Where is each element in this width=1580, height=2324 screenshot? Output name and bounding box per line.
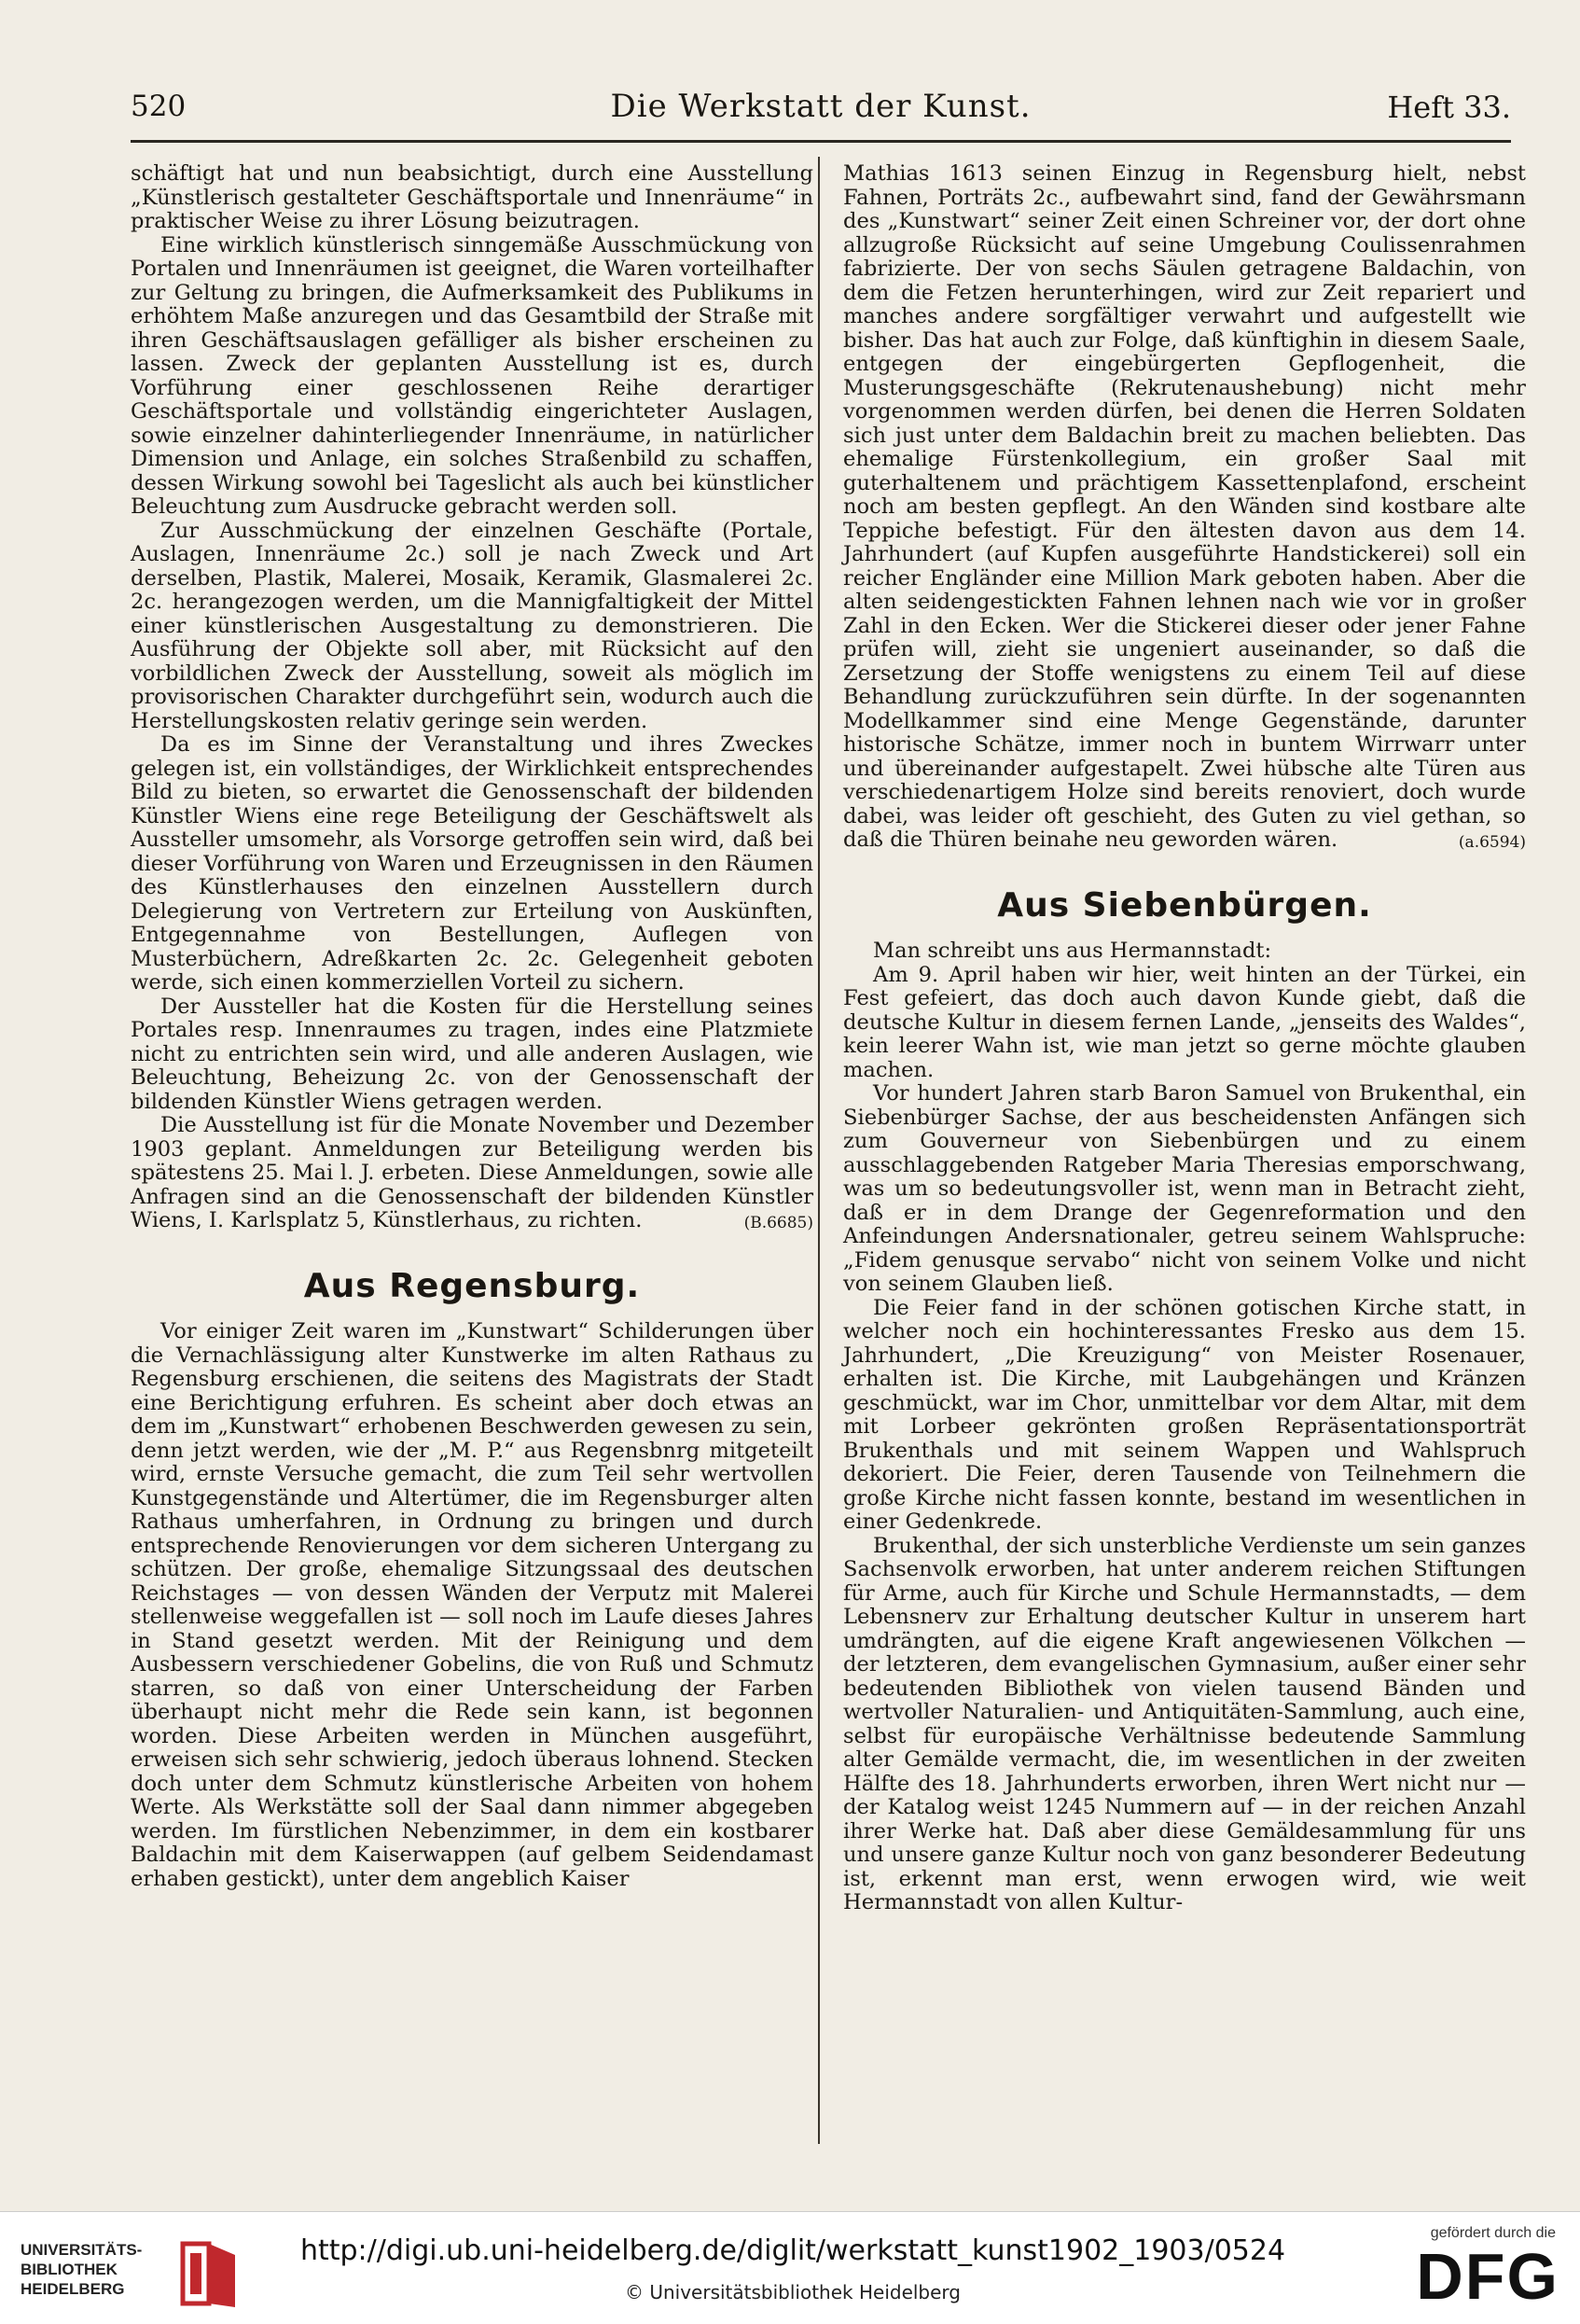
ub-emblem-icon <box>177 2236 244 2311</box>
paragraph: Die Feier fand in der schönen gotischen Kirche statt, in welcher noch ein hochinteressantes Fresko aus dem 15. Jahrhundert, „Die Kreuzigung“ von Meister Rosenauer, erhalten ist. Die Kirche, mit Laubgehängen und Kränzen geschmückt, war im Chor, unmittelbar vor dem Altar, mit dem mit Lorbeer gekrönten großen Repräsentationsporträt Brukenthals und mit seinem Wappen und Wahlspruch dekoriert. Die Feier, deren Tausende von Teilnehmern die große Kirche nicht fassen konnte, bestand im wesentlichen in einer Gedenkrede. <box>843 1295 1526 1534</box>
paragraph: Der Aussteller hat die Kosten für die Herstellung seines Portales resp. Innenraumes zu tragen, indes eine Platzmiete nicht zu entrichten sein wird, und alle anderen Auslagen, wie Beleuchtung, Beheizung 2c. von der Genossenschaft der bildenden Künstler Wiens getragen werden. <box>131 994 813 1114</box>
library-name-line: UNIVERSITÄTS- <box>21 2241 143 2259</box>
left-column <box>131 162 813 1891</box>
paragraph: Mathias 1613 seinen Einzug in Regensburg hielt, nebst Fahnen, Porträts 2c., aufbewahrt sind, fand der Gewährsmann des „Kunstwart“ seiner Zeit einen Schreiner vor, der dort ohne allzugroße Rücksicht auf seine Umgebung Coulissenrahmen fabrizierte. Der von sechs Säulen getragene Baldachin, von dem die Fetzen herunterhingen, wird zur Zeit repariert und manches andere sorgfältiger verwahrt und aufgestellt wie bisher. Das hat auch zur Folge, daß künftighin in diesem Saale, entgegen der eingebürgerten Gepflogenheit, die Musterungsgeschäfte (Rekrutenaushebung) nicht mehr vorgenommen werden dürfen, bei denen die Herren Soldaten sich just unter dem Baldachin breit zu machen beliebten. Das ehemalige Fürstenkollegium, ein großer Saal mit guterhaltenem und prächtigem Kassettenplafond, erscheint noch am besten gepflegt. An den Wänden sind kostbare alte Teppiche befestigt. Für den ältesten davon aus dem 14. Jahrhundert (auf Kupfen ausgeführte Handstickerei) soll ein reicher Engländer eine Million Mark geboten haben. Aber die alten seidengestickten Fahnen lehnen nach wie vor in großer Zahl in den Ecken. Wer die Stickerei dieser oder jener Fahne prüfen will, zieht sie ungeniert auseinander, so daß die Zersetzung der Stoffe wenigstens zu einem Teil auf diese Behandlung zurückzuführen sein dürfte. In der sogenannten Modellkammer sind eine Menge Gegenstände, darunter historische Schätze, immer noch in buntem Wirrwarr unter und übereinander aufgestapelt. Zwei hübsche alte Türen aus verschiedenartigem Holze sind bereits renoviert, doch wurde dabei, was leider oft geschieht, des Guten zu viel gethan, so daß die Thüren beinahe neu geworden wären. <box>843 161 1526 852</box>
dfg-wordmark: DFG <box>1416 2240 1559 2313</box>
copyright-notice: © Universitätsbibliothek Heidelberg <box>624 2281 961 2303</box>
ub-heidelberg-logo[interactable] <box>21 2236 263 2311</box>
paragraph: Die Ausstellung ist für die Monate November und Dezember 1903 geplant. Anmeldungen zur Beteiligung werden bis spätestens 25. Mai l. J. erbeten. Diese Anmeldungen, sowie alle Anfragen sind an die Genossenschaft der bildenden Künstler Wiens, I. Karlsplatz 5, Künstlerhaus, zu richten. <box>131 1113 813 1232</box>
paragraph: Vor einiger Zeit waren im „Kunstwart“ Schilderungen über die Vernachlässigung alter Kunstwerke im alten Rathaus zu Regensburg erschienen, die seitens des Magistrats der Stadt eine Berichtigung erfuhren. Es scheint aber doch etwas an dem im „Kunstwart“ erhobenen Beschwerden gewesen zu sein, denn jetzt werden, wie der „M. P.“ aus Regensbnrg mitgeteilt wird, ernste Versuche gemacht, die zum Teil sehr wertvollen Kunstgegenstände und Altertümer, die im Regensburger alten Rathaus umherfahren, in Ordnung zu bringen und durch entsprechende Renovierungen vor dem sicheren Untergang zu schützen. Der große, ehemalige Sitzungssaal des deutschen Reichstages — von dessen Wänden der Verputz mit Malerei stellenweise weggefallen ist — soll noch im Laufe dieses Jahres in Stand gesetzt werden. Mit der Reinigung und dem Ausbessern verschiedener Gobelins, die von Ruß und Schmutz starren, so daß von einer Unterscheidung der Farben überhaupt nicht mehr die Rede sein kann, ist begonnen worden. Diese Arbeiten werden in München ausgeführt, erweisen sich sehr schwierig, jedoch überaus lohnend. Stecken doch unter dem Schmutz künstlerische Arbeiten von hohem Werte. Als Werkstätte soll der Saal dann nimmer abgegeben werden. Im fürstlichen Nebenzimmer, in dem ein kostbarer Baldachin mit dem Kaiserwappen (auf gelbem Seidendamast erhaben gestickt), unter dem angeblich Kaiser <box>131 1319 813 1891</box>
article-reference: (B.6685) <box>743 1213 813 1232</box>
right-column <box>843 162 1526 1915</box>
section-heading: Aus Siebenbürgen. <box>997 885 1372 925</box>
dfg-caption: gefördert durch die <box>1430 2225 1556 2241</box>
issue-number: Heft 33. <box>1387 90 1511 125</box>
paragraph: Zur Ausschmückung der einzelnen Geschäfte (Portale, Auslagen, Innenräume 2c.) soll je nach Zweck und Art derselben, Plastik, Malerei, Mosaik, Keramik, Glasmalerei 2c. 2c. herangezogen werden, um die Mannigfaltigkeit der Mittel einer künstlerischen Ausgestaltung zu demonstrieren. Die Ausführung der Objekte soll aber, mit Rücksicht auf den vorbildlichen Zweck der Ausstellung, soweit als möglich im provisorischen Charakter durchgeführt sein, wodurch auch die Herstellungskosten relativ geringe sein werden. <box>131 518 813 733</box>
library-name-line: BIBLIOTHEK <box>21 2261 118 2278</box>
library-name-line: HEIDELBERG <box>21 2280 125 2298</box>
paragraph: Vor hundert Jahren starb Baron Samuel von Brukenthal, ein Siebenbürger Sachse, der aus bescheidensten Anfängen sich zum Gouverneur von Siebenbürgen und zu einem ausschlaggebenden Ratgeber Maria Theresias emporschwang, was um so bedeutungsvoller ist, wenn man in Betracht zieht, daß er in dem Drange der Gegenreformation und den Anfeindungen Andersnationaler, getreu seinem Wahlspruche: „Fidem genusque servabo“ nicht von seinem Volke und nicht von seinem Glauben ließ. <box>843 1081 1526 1296</box>
permalink-url[interactable]: http://digi.ub.uni-heidelberg.de/diglit/werkstatt_kunst1902_1903/0524 <box>299 2234 1286 2267</box>
paragraph: Da es im Sinne der Veranstaltung und ihres Zweckes gelegen ist, ein vollständiges, der Wirklichkeit entsprechendes Bild zu bieten, so erwartet die Genossenschaft der bildenden Künstler Wiens eine rege Beteiligung der Geschäftswelt als Aussteller umsomehr, als Vorsorge getroffen sein wird, daß bei dieser Vorführung von Waren und Erzeugnissen in den Räumen des Künstlerhauses den einzelnen Ausstellern durch Delegierung von Vertretern zur Erteilung von Auskünften, Entgegennahme von Bestellungen, Auflegen von Musterbüchern, Adreßkarten 2c. 2c. Gelegenheit geboten werde, sich einen kommerziellen Vorteil zu sichern. <box>131 732 813 995</box>
library-name <box>21 2240 142 2299</box>
digitization-footer <box>0 2211 1580 2324</box>
running-header <box>131 86 1511 138</box>
header-rule <box>131 140 1511 143</box>
paragraph: Am 9. April haben wir hier, weit hinten an der Türkei, ein Fest gefeiert, das doch auch davon Kunde giebt, daß die deutsche Kultur in diesem fernen Lande, „jenseits des Waldes“, kein leerer Wahn ist, wie man jetzt so gerne möchte glauben machen. <box>843 962 1526 1082</box>
page-number: 520 <box>131 90 187 123</box>
paragraph: Eine wirklich künstlerisch sinngemäße Ausschmückung von Portalen und Innenräumen ist geeignet, die Waren vorteilhafter zur Geltung zu bringen, die Aufmerksamkeit des Publikums in erhöhtem Maße anzuregen und das Gesamtbild der Straße mit ihren Geschäftsauslagen gefälliger als bisher erscheinen zu lassen. Zweck der geplanten Ausstellung ist es, durch Vorführung einer geschlossenen Reihe derartiger Geschäftsportale und vollständig eingerichteter Auslagen, sowie einzelner dahinterliegender Innenräume, in natürlicher Dimension und Anlage, ein solches Straßenbild zu schaffen, dessen Wirkung sowohl bei Tageslicht als auch bei künstlicher Beleuchtung zum Ausdrucke gebracht werden soll. <box>131 232 813 519</box>
article-reference: (a.6594) <box>1458 832 1526 852</box>
section-heading: Aus Regensburg. <box>303 1266 641 1305</box>
dfg-logo[interactable] <box>1399 2225 1567 2315</box>
paragraph: Brukenthal, der sich unsterbliche Verdienste um sein ganzes Sachsenvolk erworben, hat unter anderem reichen Stiftungen für Arme, auch für Kirche und Schule Hermannstadts, — dem Lebensnerv zur Erhaltung deutscher Kultur in unserem hart umdrängten, auf die eigene Kraft angewiesenen Völkchen — der letzteren, dem evangelischen Gymnasium, außer einer sehr bedeutenden Bibliothek von vielen tausend Bänden und wertvoller Naturalien- und Antiquitäten-Sammlung, auch eine, selbst für europäische Verhältnisse bedeutende Sammlung alter Gemälde vermacht, die, im wesentlichen in der zweiten Hälfte des 18. Jahrhunderts erworben, ihren Wert nicht nur — der Katalog weist 1245 Nummern auf — in der reichen Anzahl ihrer Werke hat. Daß aber diese Gemäldesammlung für uns und unsere ganze Kultur noch von ganz besonderer Bedeutung ist, erkennt man erst, wenn erwogen wird, wie weit Hermannstadt von allen Kultur- <box>843 1533 1526 1914</box>
column-divider <box>818 157 820 2144</box>
paragraph-intro: Man schreibt uns aus Hermannstadt: <box>873 939 1272 963</box>
journal-title: Die Werkstatt der Kunst. <box>610 88 1032 125</box>
paragraph: schäftigt hat und nun beabsichtigt, durch eine Ausstellung „Künstlerisch gestalteter Geschäftsportale und Innenräume“ in praktischer Weise zu ihrer Lösung beizutragen. <box>131 161 813 233</box>
